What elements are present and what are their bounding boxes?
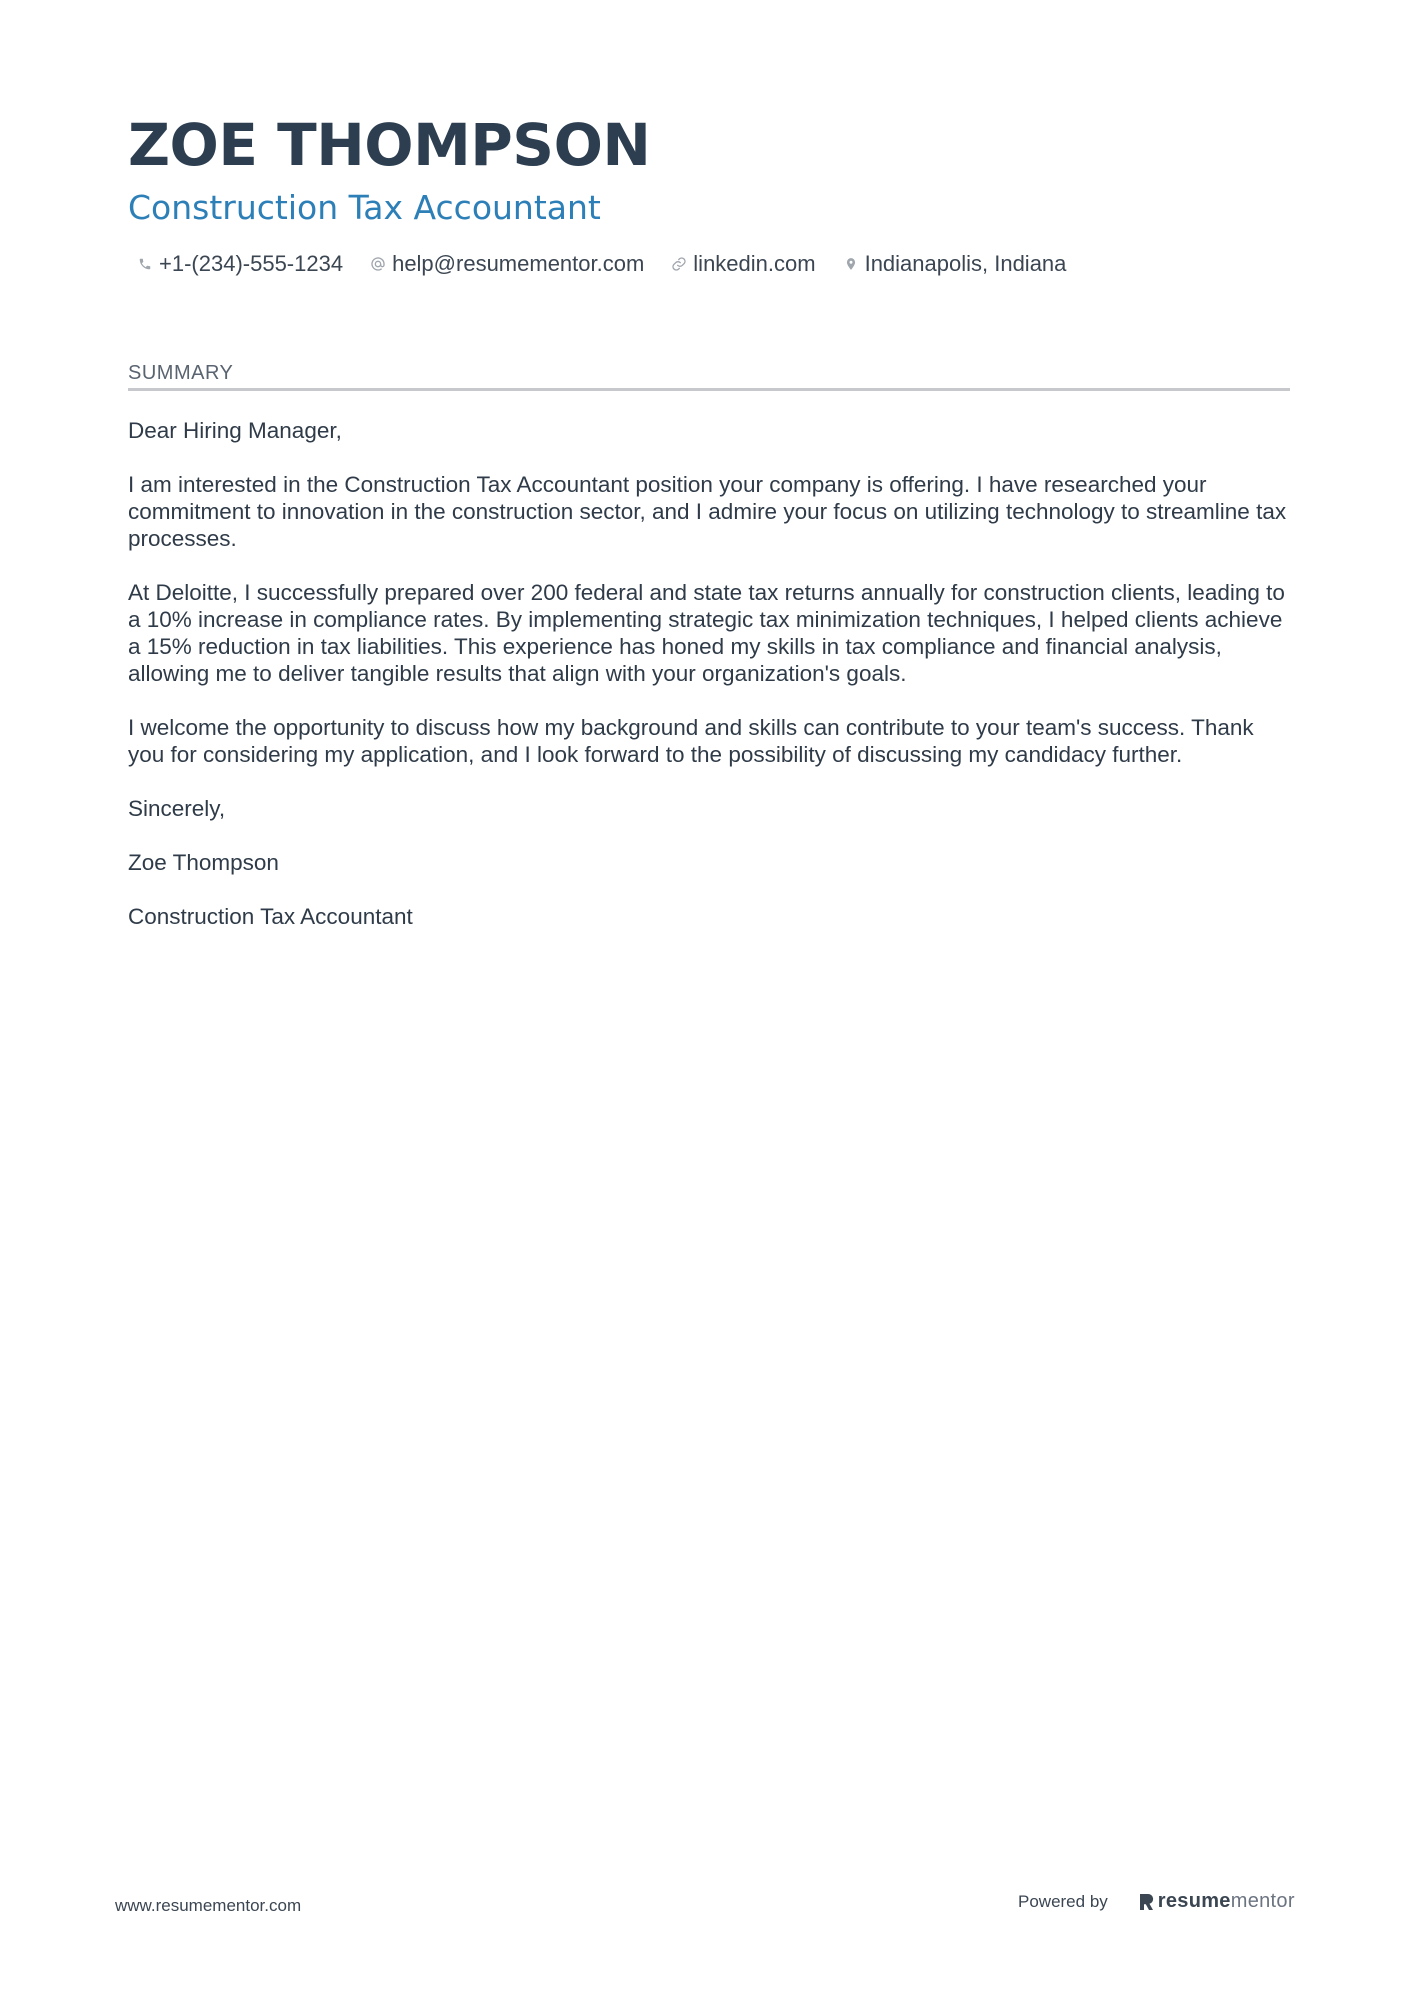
contact-phone [136,250,343,278]
candidate-name: ZOE THOMPSON [128,111,651,179]
paragraph-1: I am interested in the Construction Tax Accountant position your company is offering. I have researched your commitment to innovation in the construction sector, and I admire your focus on utilizing technology to streamline tax processes. [128,472,1287,551]
linkedin-text: linkedin.com [693,251,816,276]
summary-section [128,360,1290,957]
brand-mark-icon [1138,1892,1154,1912]
location-text: Indianapolis, Indiana [864,251,1067,276]
section-heading: SUMMARY [128,360,1290,391]
powered-by-label: Powered by [1018,1891,1108,1911]
footer-website[interactable]: www.resumementor.com [115,1896,302,1915]
contact-linkedin [670,250,815,278]
email-text: help@resumementor.com [392,251,645,276]
location-pin-icon [842,255,860,273]
job-title: Construction Tax Accountant [128,188,601,227]
contact-email [369,250,644,278]
at-icon [369,255,387,273]
brand-logo[interactable] [1138,1890,1295,1913]
signature-name: Zoe Thompson [128,850,279,875]
signature-title: Construction Tax Accountant [128,904,413,929]
paragraph-3: I welcome the opportunity to discuss how my background and skills can contribute to your team's success. Thank you for considering my application, and I look forward to the possibility of discussing my candidacy further. [128,715,1254,767]
contact-info [136,250,1290,278]
link-icon [670,255,688,273]
contact-location [842,250,1067,278]
header [128,110,1290,278]
phone-icon [136,255,154,273]
letter-body [128,417,1290,930]
brand-text-part1: resume [1157,1890,1231,1912]
paragraph-2: At Deloitte, I successfully prepared over 200 federal and state tax returns annually for construction clients, leading to a 10% increase in compliance rates. By implementing strategic tax minimization techniques, I helped clients achieve a 15% reduction in tax liabilities. This experience has honed my skills in tax compliance and financial analysis, allowing me to deliver tangible results that align with your organization's goals. [128,580,1285,686]
footer-branding [1018,1890,1295,1913]
brand-text-part2: mentor [1230,1890,1295,1912]
salutation: Dear Hiring Manager, [128,418,342,443]
closing: Sincerely, [128,796,226,821]
phone-text: +1-(234)-555-1234 [159,251,344,276]
